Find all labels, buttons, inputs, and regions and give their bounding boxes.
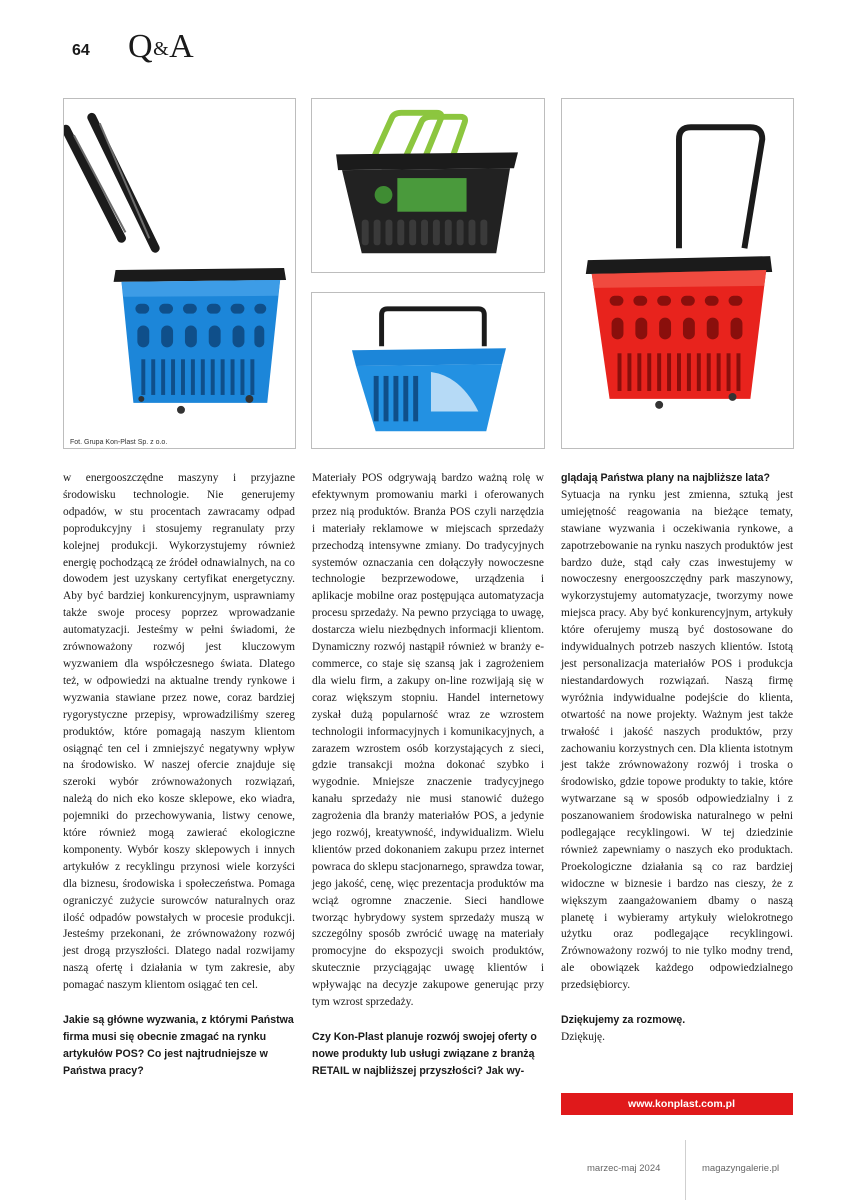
website-banner[interactable] [561,1093,793,1115]
interview-closing-question: Dziękujemy za rozmowę. [561,1014,686,1027]
blue-trolley-basket-image [64,99,295,448]
section-q: Q [128,28,154,65]
article-column-3 [561,470,793,1046]
photo-blue-handle-basket [311,292,545,449]
footer-issue: marzec-maj 2024 [587,1163,661,1174]
website-link[interactable]: www.konplast.com.pl [628,1098,735,1110]
photo-black-eco-basket [311,98,545,273]
photo-red-trolley-basket [561,98,794,449]
column-1-paragraph: w energooszczędne maszyny i przyjazne środowisku technologie. Nie generujemy odpadów, w stu procentach zawracamy odpad poprodukcyjny i stosujemy regranulaty przy kolejnej produkcji. Wykorzystujemy również energię pochodzącą ze źródeł odnawialnych, na co dowodem jest uzyskany certyfikat energetyczny. Aby być bardziej konkurencyjnym, usprawniamy także swoje procesy poprzez wprowadzanie automatyzacji. Jesteśmy w pełni świadomi, że zrównoważony rozwój jest kluczowym wyzwaniem dla współczesnego świata. Dlatego też, w odpowiedzi na aktualne trendy rynkowe i wyzwania stawiane przez nowe, coraz bardziej rygorystyczne przepisy, wprowadziliśmy szereg produktów, które pomagają naszym klientom osiągnąć ten cel i zmniejszyć negatywny wpływ na środowisko. W naszej ofercie znajduje się szeroki wybór zrównoważonych rozwiązań, należą do nich eko kosze sklepowe, eko wiadra, pojemniki do przechowywania, listwy cenowe, które również mogą zawierać ekologiczne komponenty. Wybór koszy sklepowych i innych artykułów z recyklingu przynosi wiele korzyści dla biznesu, środowiska i społeczeństwa. Pomaga ograniczyć zużycie surowców naturalnych oraz ilość odpadów powstałych w procesie produkcji. Jesteśmy przekonani, że zrównoważony rozwój jest drogą przyszłości. Dlatego nadal rozwijamy naszą ofertę i działania w tym zakresie, aby pomagać naszym klientom osiągać ten cel. [63,472,295,992]
page-number: 64 [72,42,90,59]
footer-divider [685,1140,686,1200]
photo-blue-trolley-basket [63,98,296,449]
article-column-1 [63,470,295,1080]
footer-site: magazyngalerie.pl [702,1163,780,1174]
section-title [128,28,194,66]
article-column-2 [312,470,544,1080]
photo-credit: Fot. Grupa Kon-Plast Sp. z o.o. [70,439,168,446]
column-2-paragraph: Materiały POS odgrywają bardzo ważną rolę w efektywnym promowaniu marki i oferowanych przez nią produktów. Branża POS czyli narzędzia i materiały reklamowe w miejscach sprzedaży przechodzą intensywne zmiany. Do tradycyjnych systemów oznaczania cen dołączyły nowoczesne technologie bezprzewodowe, urządzenia i aplikacje mobilne oraz postępująca automatyzacja procesu sprzedaży. Na pewno przyciąga to uwagę, dostarcza wielu niezbędnych informacji klientom. Dynamiczny rozwój nastąpił również w branży e-commerce, co staje się szansą jak i zagrożeniem dla wielu firm, a zakupy on-line rozwijają się w coraz większym stopniu. Handel internetowy zyskał dużą popularność wraz ze wzrostem technologii informacyjnych i komunikacyjnych, a zarazem wzrostem osób korzystających z sieci, gdzie transakcji można dokonać szybko i wygodnie. Mniejsze znaczenie tradycyjnego kanału sprzedaży nie musi stanowić dużego zagrożenia dla branży materiałów POS, a jedynie jego rozwój, kreatywność, indywidualizm. Wielu klientów przed dokonaniem zakupu przez internet powraca do sklepu stacjonarnego, sprawdza towar, jego jakość, cenę, więc prezentacja produktów ma wciąż ogromne znaczenie. Sieci handlowe tworząc hybrydowy system sprzedaży muszą w szczególny sposób zwrócić uwagę na materiały promocyjne do ekspozycji swoich produktów, skutecznie przyciągając uwagę klientów i wpływając na decyzje zakupowe generując przy tym wzrost sprzedaży. [312,472,544,1009]
blue-handle-basket-image [312,293,544,448]
interview-closing-answer: Dziękuję. [561,1031,605,1043]
interview-question-2: Czy Kon-Plast planuje rozwój swojej oferty o nowe produkty lub usługi związane z branżą RETAIL w najbliższej przyszłości? Jak wy- [312,1031,537,1077]
red-trolley-basket-image [562,99,793,448]
interview-question-2-continued: glądają Państwa plany na najbliższe lata? [561,472,770,484]
interview-question-1: Jakie są główne wyzwania, z którymi Państwa firma musi się obecnie zmagać na rynku artykułów POS? Co jest najtrudniejsze w Państwa pracy? [63,1014,294,1077]
column-3-paragraph: Sytuacja na rynku jest zmienna, sztuką jest umiejętność reagowania na bieżące tematy, stawiane wyzwania i oczekiwania rynkowe, a zapotrzebowanie na rynku naszych produktów jest bardzo duże, stąd cały czas inwestujemy w nowoczesny energooszczędny park maszynowy, wykorzystujemy automatyzacje, tworzymy nowe miejsca pracy. Aby być konkurencyjnym, artykuły które oferujemy muszą być dostosowane do indywidualnych potrzeb naszych klientów. Istotą jest personalizacja materiałów POS i produkcja niestandardowych rozwiązań. Naszą firmę wyróżnia indywidualne podejście do klienta, otwartość na nowe projekty. Ważnym jest także trwałość i jakość naszych produktów, przy zachowaniu korzystnych cen. Dla klienta istotnym jest także zrównoważony rozwój i troska o środowisko, gdzie topowe produkty to takie, które wytwarzane są w sposób odpowiedzialny i z poszanowaniem środowiska naturalnego w pełni podlegające recyklingowi. W tej dziedzinie również zapewniamy o naszych eko produktach. Proekologiczne działania są co raz bardziej widoczne w biznesie i bardzo nas cieszy, że z większym zaangażowaniem dbamy o naszą planetę i wybieramy artykuły wielokrotnego użytku oraz podlegające recyklingowi. Zrównoważony rozwój to nie tylko modny trend, ale obowiązek każdego odpowiedzialnego przedsiębiorcy. [561,488,793,992]
section-a: A [169,28,195,65]
black-eco-basket-image [312,99,544,272]
section-amp: & [153,38,170,60]
